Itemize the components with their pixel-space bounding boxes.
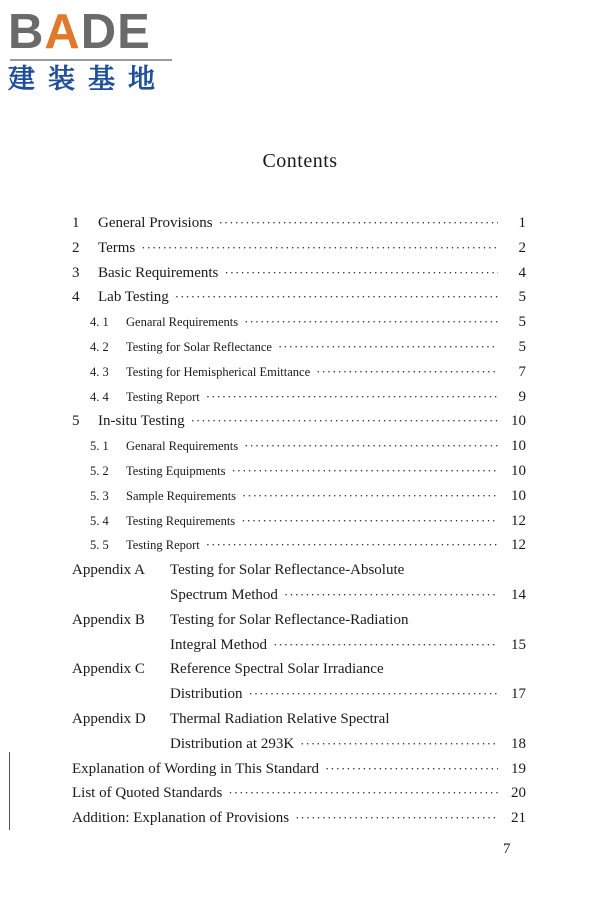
entry-page: 5: [518, 313, 526, 330]
appendix-entry-continued[interactable]: [72, 633, 526, 657]
dot-leader: [175, 289, 498, 306]
appendix-entry[interactable]: [72, 657, 526, 681]
entry-number: 1: [72, 214, 80, 231]
entry-title: Basic Requirements: [98, 264, 219, 281]
appendix-number: Appendix C: [72, 660, 145, 677]
toc-entry[interactable]: [72, 261, 526, 285]
entry-number: 5. 3: [90, 488, 109, 503]
appendix-entry[interactable]: [72, 608, 526, 632]
toc-entry[interactable]: [72, 236, 526, 260]
toc-entry[interactable]: [72, 285, 526, 309]
entry-title: Testing Report: [126, 537, 200, 552]
logo-chinese-name: 建装基地: [8, 64, 168, 95]
appendix-entry-continued[interactable]: [72, 583, 526, 607]
page-title: Contents: [262, 150, 338, 172]
toc-entry[interactable]: [72, 484, 526, 508]
logo-wordmark: BADE: [8, 5, 151, 59]
toc-entry[interactable]: [72, 335, 526, 359]
entry-title: Terms: [98, 239, 136, 256]
toc-entry[interactable]: [72, 385, 526, 409]
dot-leader: [249, 686, 498, 703]
entry-page: 7: [518, 363, 526, 380]
entry-page: 12: [511, 512, 526, 529]
toc-entry[interactable]: [72, 533, 526, 557]
entry-title: Lab Testing: [98, 288, 169, 305]
entry-number: 4. 2: [90, 339, 109, 354]
entry-page: 10: [511, 412, 526, 429]
entry-page: 1: [518, 214, 526, 231]
entry-page: 12: [511, 536, 526, 553]
dot-leader: [241, 513, 498, 529]
entry-page: 2: [518, 239, 526, 256]
backmatter-entry[interactable]: [72, 806, 526, 830]
entry-title: General Provisions: [98, 214, 213, 231]
entry-page: 10: [511, 487, 526, 504]
entry-number: 4. 4: [90, 389, 109, 404]
toc-entry[interactable]: [72, 509, 526, 533]
entry-number: 2: [72, 239, 80, 256]
appendix-title-continued: Distribution: [170, 685, 243, 702]
dot-leader: [141, 240, 498, 257]
entry-page: 5: [518, 288, 526, 305]
backmatter-title: List of Quoted Standards: [72, 784, 223, 801]
entry-number: 5. 2: [90, 463, 109, 478]
page-number: 7: [503, 841, 511, 857]
entry-number: 4: [72, 288, 80, 305]
backmatter-title: Addition: Explanation of Provisions: [72, 809, 290, 826]
appendix-title: Thermal Radiation Relative Spectral: [170, 710, 390, 727]
entry-title: In-situ Testing: [98, 412, 185, 429]
dot-leader: [242, 488, 498, 504]
toc-entry[interactable]: [72, 211, 526, 235]
dot-leader: [219, 215, 498, 232]
dot-leader: [244, 314, 498, 330]
toc-entry[interactable]: [72, 409, 526, 433]
margin-line: [9, 752, 10, 830]
appendix-number: Appendix B: [72, 611, 145, 628]
appendix-number: Appendix D: [72, 710, 146, 727]
dot-leader: [244, 438, 498, 454]
dot-leader: [206, 389, 498, 405]
appendix-title-continued: Spectrum Method: [170, 586, 278, 603]
appendix-page: 15: [511, 636, 526, 653]
appendix-title-continued: Distribution at 293K: [170, 735, 295, 752]
appendix-title: Testing for Solar Reflectance-Absolute: [170, 561, 405, 578]
entry-title: Testing Equipments: [126, 463, 226, 478]
appendix-entry[interactable]: [72, 558, 526, 582]
toc-entry[interactable]: [72, 459, 526, 483]
entry-title: Genaral Requirements: [126, 314, 239, 329]
entry-page: 5: [518, 338, 526, 355]
dot-leader: [224, 265, 498, 282]
dot-leader: [206, 537, 498, 553]
backmatter-page: 20: [511, 784, 526, 801]
dot-leader: [231, 463, 498, 479]
entry-number: 5. 5: [90, 537, 109, 552]
backmatter-entry[interactable]: [72, 757, 526, 781]
appendix-page: 17: [511, 685, 526, 702]
backmatter-entry[interactable]: [72, 781, 526, 805]
dot-leader: [228, 785, 498, 802]
entry-title: Testing Requirements: [126, 513, 236, 528]
appendix-entry-continued[interactable]: [72, 682, 526, 706]
appendix-entry[interactable]: [72, 707, 526, 731]
backmatter-page: 19: [511, 760, 526, 777]
toc-entry[interactable]: [72, 310, 526, 334]
entry-number: 4. 1: [90, 314, 109, 329]
entry-number: 5. 4: [90, 513, 109, 528]
entry-page: 10: [511, 437, 526, 454]
entry-title: Testing for Hemispherical Emittance: [126, 364, 311, 379]
entry-title: Testing Report: [126, 389, 200, 404]
backmatter-page: 21: [511, 809, 526, 826]
toc-entry[interactable]: [72, 360, 526, 384]
dot-leader: [273, 637, 498, 654]
entry-page: 4: [518, 264, 526, 281]
appendix-title: Reference Spectral Solar Irradiance: [170, 660, 384, 677]
entry-page: 9: [518, 388, 526, 405]
appendix-title: Testing for Solar Reflectance-Radiation: [170, 611, 409, 628]
appendix-number: Appendix A: [72, 561, 145, 578]
dot-leader: [191, 413, 498, 430]
dot-leader: [278, 339, 498, 355]
entry-page: 10: [511, 462, 526, 479]
entry-number: 3: [72, 264, 80, 281]
dot-leader: [295, 810, 498, 827]
appendix-title-continued: Integral Method: [170, 636, 268, 653]
appendix-entry-continued[interactable]: [72, 732, 526, 756]
entry-number: 4. 3: [90, 364, 109, 379]
appendix-page: 14: [511, 586, 526, 603]
entry-title: Testing for Solar Reflectance: [126, 339, 272, 354]
dot-leader: [284, 587, 498, 604]
toc-entry[interactable]: [72, 434, 526, 458]
dot-leader: [316, 364, 498, 380]
appendix-page: 18: [511, 735, 526, 752]
dot-leader: [300, 736, 498, 753]
entry-number: 5. 1: [90, 438, 109, 453]
dot-leader: [325, 761, 498, 778]
entry-number: 5: [72, 412, 80, 429]
backmatter-title: Explanation of Wording in This Standard: [72, 760, 319, 777]
entry-title: Genaral Requirements: [126, 438, 239, 453]
entry-title: Sample Requirements: [126, 488, 237, 503]
